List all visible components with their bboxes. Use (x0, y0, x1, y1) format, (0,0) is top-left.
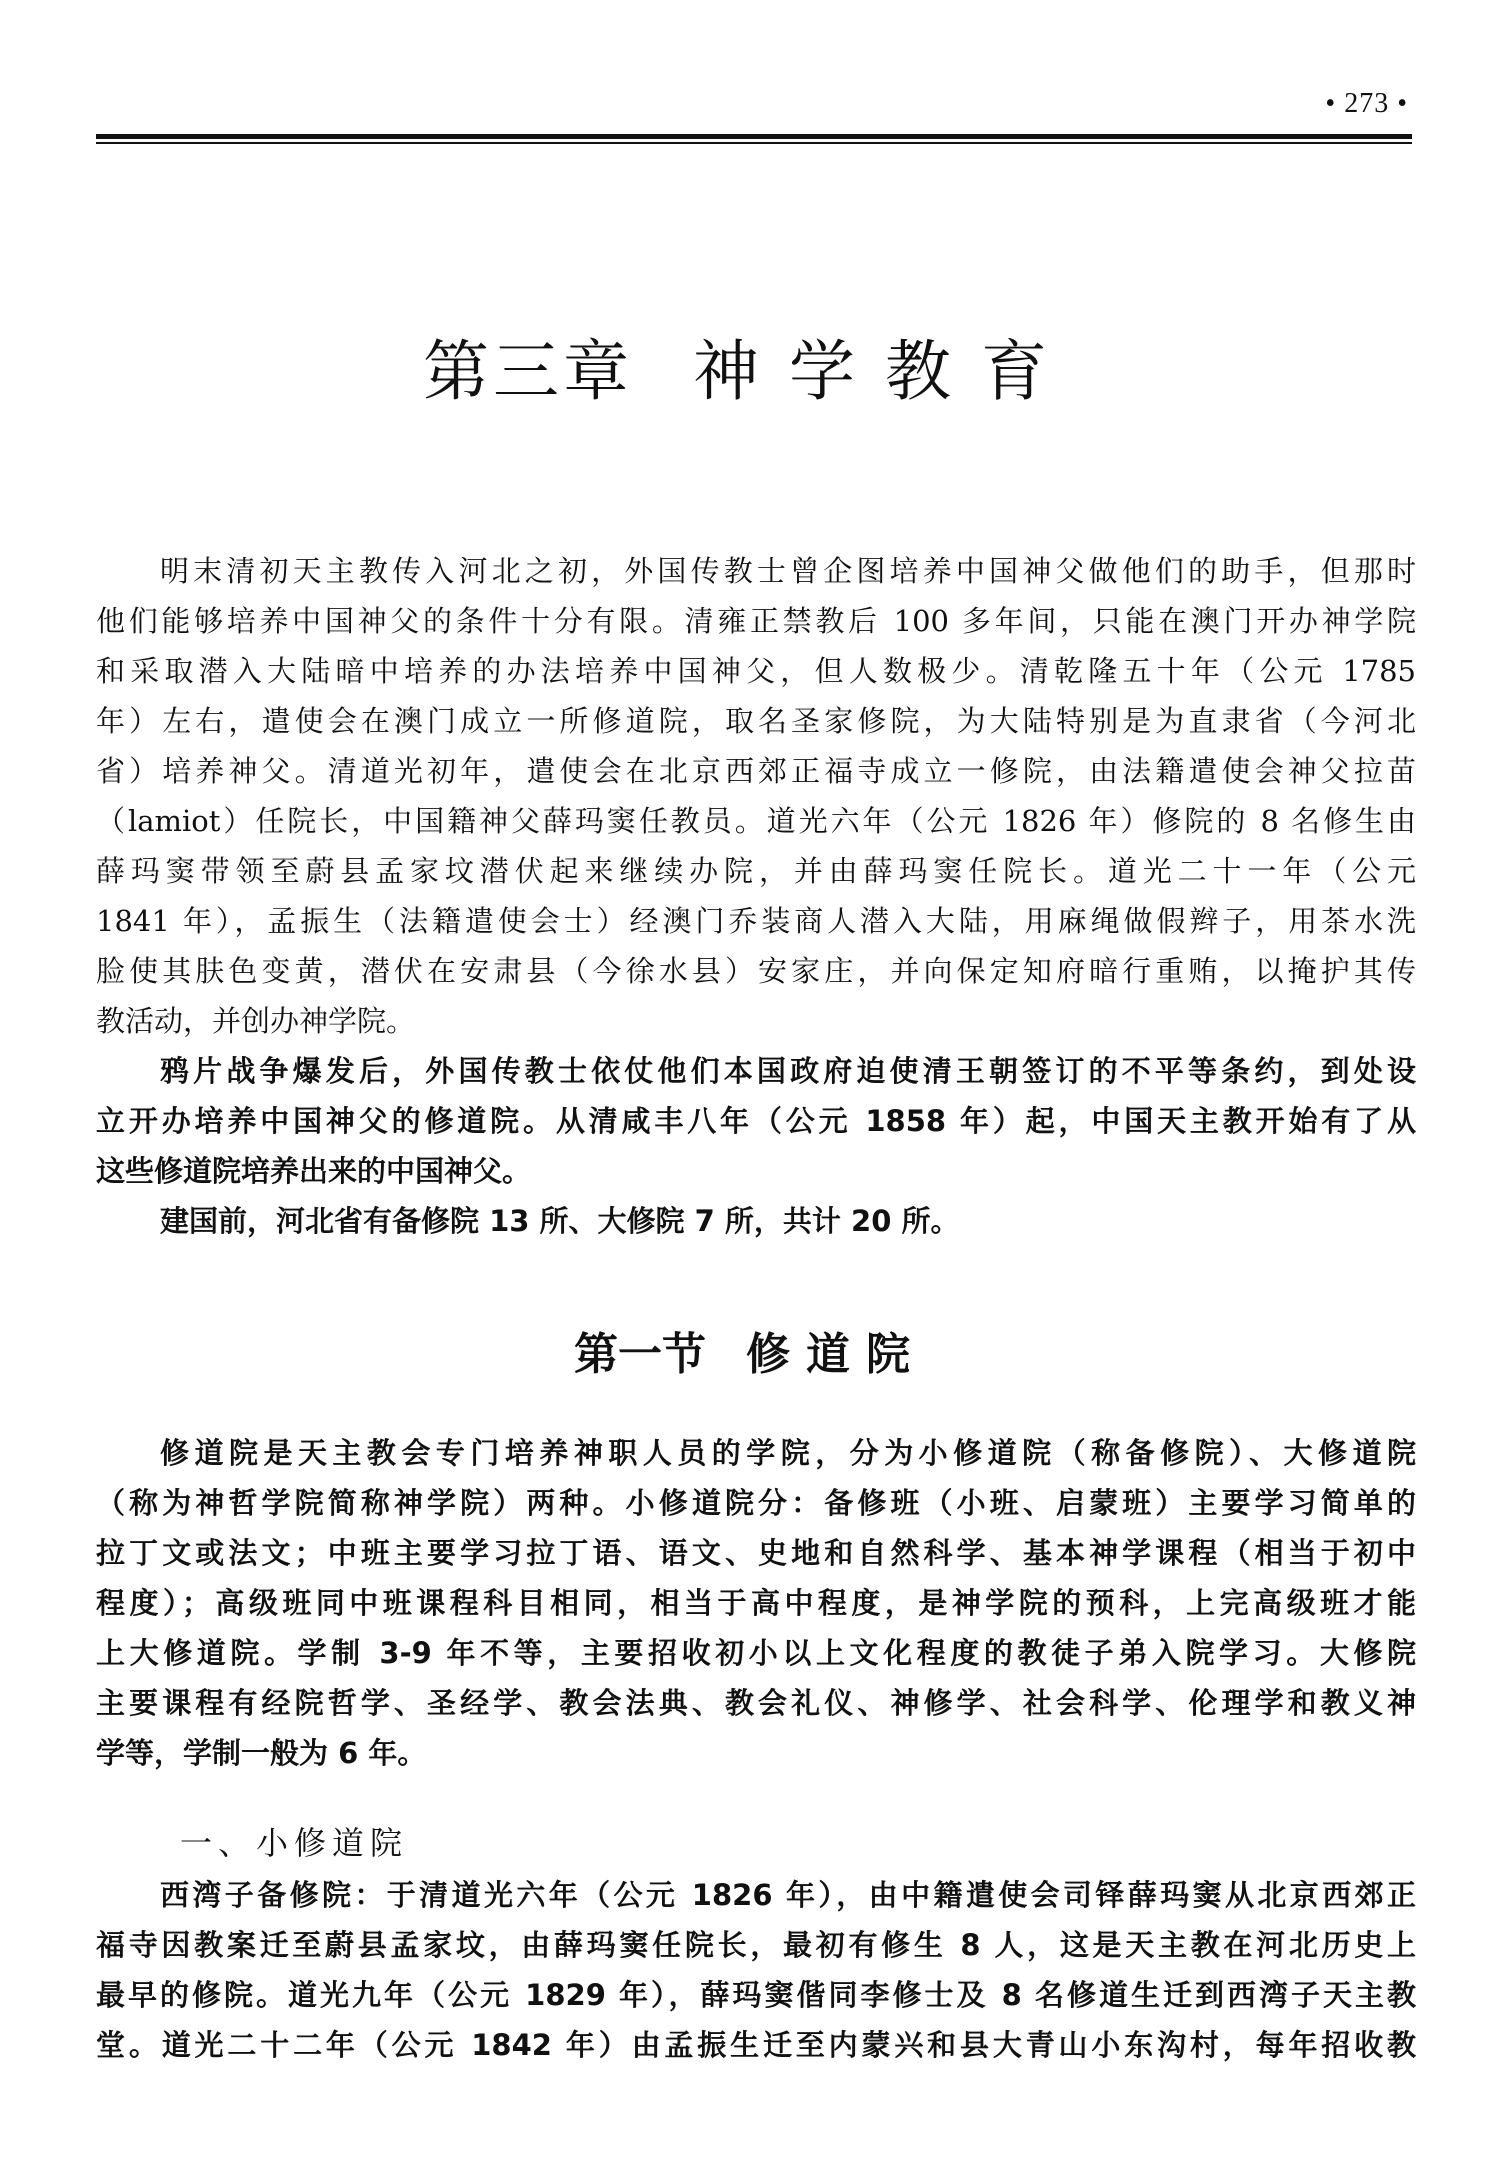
text-line: 程度）；高级班同中班课程科目相同，相当于高中程度，是神学院的预科，上完高级班才能 (96, 1586, 1416, 1620)
section-label: 第一节 (574, 1329, 706, 1380)
intro-text (96, 546, 1416, 1246)
text-line: 薛玛窦带领至蔚县孟家坟潜伏起来继续办院，并由薛玛窦任院长。道光二十一年（公元 (96, 854, 1416, 888)
text-line: 年）左右，遣使会在澳门成立一所修道院，取名圣家修院，为大陆特别是为直隶省（今河北 (96, 704, 1416, 738)
text-line: （lamiot）任院长，中国籍神父薛玛窦任教员。道光六年（公元 1826 年）修院的 8 名修生由 (96, 804, 1416, 838)
text-line: 建国前，河北省有备修院 13 所、大修院 7 所，共计 20 所。 (160, 1204, 960, 1238)
text-line: 主要课程有经院哲学、圣经学、教会法典、教会礼仪、神修学、社会科学、伦理学和教义神 (96, 1686, 1416, 1720)
text-line: 修道院是天主教会专门培养神职人员的学院，分为小修道院（称备修院）、大修道院 (160, 1436, 1416, 1470)
subsection-title: 一、小修道院 (180, 1824, 409, 1862)
text-line: 福寺因教案迁至蔚县孟家坟，由薛玛窦任院长，最初有修生 8 人，这是天主教在河北历史上 (96, 1928, 1416, 1962)
text-line: （称为神哲学院简称神学院）两种。小修道院分：备修班（小班、启蒙班）主要学习简单的 (96, 1486, 1416, 1520)
text-line: 学等，学制一般为 6 年。 (96, 1736, 427, 1770)
text-line: 和采取潜入大陆暗中培养的办法培养中国神父，但人数极少。清乾隆五十年（公元 1785 (96, 654, 1416, 688)
text-line: 脸使其肤色变黄，潜伏在安肃县（今徐水县）安家庄，并向保定知府暗行重贿，以掩护其传 (96, 954, 1416, 988)
section-title (0, 1318, 1500, 1382)
subsection-text (96, 1870, 1416, 2070)
text-line: 拉丁文或法文；中班主要学习拉丁语、语文、史地和自然科学、基本神学课程（相当于初中 (96, 1536, 1416, 1570)
section-text (96, 1428, 1416, 1778)
text-line: 堂。道光二十二年（公元 1842 年）由孟振生迁至内蒙兴和县大青山小东沟村，每年招收教 (96, 2028, 1416, 2062)
text-line: 教活动，并创办神学院。 (96, 1004, 416, 1038)
text-line (96, 1870, 1416, 1920)
header-rule-thin (96, 142, 1412, 144)
text-line: 1841 年），孟振生（法籍遣使会士）经澳门乔装商人潜入大陆，用麻绳做假辫子，用茶水洗 (96, 904, 1416, 938)
intro-paragraph-3 (96, 1196, 1416, 1246)
section-name: 修道院 (746, 1329, 926, 1380)
text-segment: 于清道光六年（公元 1826 年），由中籍遣使会司铎薛玛窦从北京西郊正 (386, 1878, 1416, 1912)
text-line: 立开办培养中国神父的修道院。从清咸丰八年（公元 1858 年）起，中国天主教开始有了从 (96, 1104, 1416, 1138)
intro-paragraph-1 (96, 546, 1416, 1046)
text-line: 他们能够培养中国神父的条件十分有限。清雍正禁教后 100 多年间，只能在澳门开办神学院 (96, 604, 1416, 638)
text-line: 明末清初天主教传入河北之初，外国传教士曾企图培养中国神父做他们的助手，但那时 (160, 554, 1416, 588)
header-rule-thick (96, 134, 1412, 139)
lead-term: 西湾子备修院： (160, 1878, 387, 1912)
chapter-name: 神学教育 (693, 333, 1077, 410)
chapter-label: 第三章 (423, 333, 633, 410)
intro-paragraph-2 (96, 1046, 1416, 1196)
text-line: 这些修道院培养出来的中国神父。 (96, 1154, 532, 1188)
text-line: 鸦片战争爆发后，外国传教士依仗他们本国政府迫使清王朝签订的不平等条约，到处设 (160, 1054, 1416, 1088)
text-line: 上大修道院。学制 3-9 年不等，主要招收初小以上文化程度的教徒子弟入院学习。大修院 (96, 1636, 1416, 1670)
page-number: • 273 • (1325, 88, 1408, 119)
text-line: 省）培养神父。清道光初年，遣使会在北京西郊正福寺成立一修院，由法籍遣使会神父拉苗 (96, 754, 1416, 788)
text-line: 最早的修院。道光九年（公元 1829 年），薛玛窦偕同李修士及 8 名修道生迁到西湾子天主教 (96, 1978, 1416, 2012)
chapter-title (0, 318, 1500, 413)
